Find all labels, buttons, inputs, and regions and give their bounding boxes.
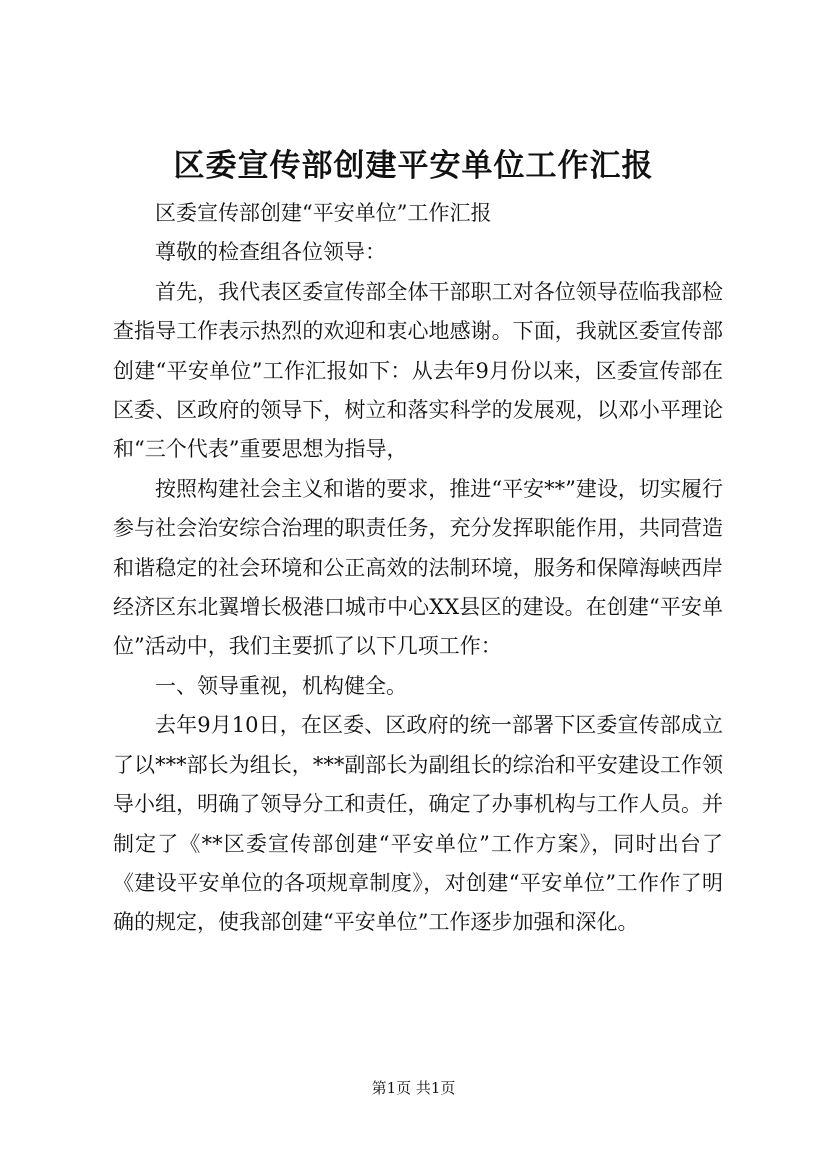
paragraph-introduction: 首先，我代表区委宣传部全体干部职工对各位领导莅临我部检查指导工作表示热烈的欢迎和衷心地感谢。下面，我就区委宣传部创建“平安单位”工作汇报如下：从去年9月份以来，区委宣传部在区委、区政府的领导下，树立和落实科学的发展观，以邓小平理论和“三个代表”重要思想为指导，	[113, 279, 723, 462]
paragraph-section-heading: 一、领导重视，机构健全。	[155, 673, 407, 698]
paragraph-subtitle: 区委宣传部创建“平安单位”工作汇报	[155, 201, 492, 225]
document-title: 区委宣传部创建平安单位工作汇报	[173, 148, 654, 184]
paragraph-section-body: 去年9月10日，在区委、区政府的统一部署下区委宣传部成立了以***部长为组长，***副部长为副组长的综治和平安建设工作领导小组，明确了领导分工和责任，确定了办事机构与工作人员。并制定了《**区委宣传部创建“平安单位”工作方案》，同时出台了《建设平安单位的各项规章制度》，对创建“平安单位”工作作了明确的规定，使我部创建“平安单位”工作逐步加强和深化。	[113, 713, 723, 935]
paragraph-requirements: 按照构建社会主义和谐的要求，推进“平安**”建设，切实履行参与社会治安综合治理的职责任务，充分发挥职能作用，共同营造和谐稳定的社会环境和公正高效的法制环境，服务和保障海峡西岸经济区东北翼增长极港口城市中心XX县区的建设。在创建“平安单位”活动中，我们主要抓了以下几项工作：	[113, 476, 723, 659]
page-footer: 第1页 共1页	[371, 1079, 456, 1097]
paragraph-salutation: 尊敬的检查组各位领导：	[155, 240, 386, 265]
document-body	[113, 194, 723, 943]
